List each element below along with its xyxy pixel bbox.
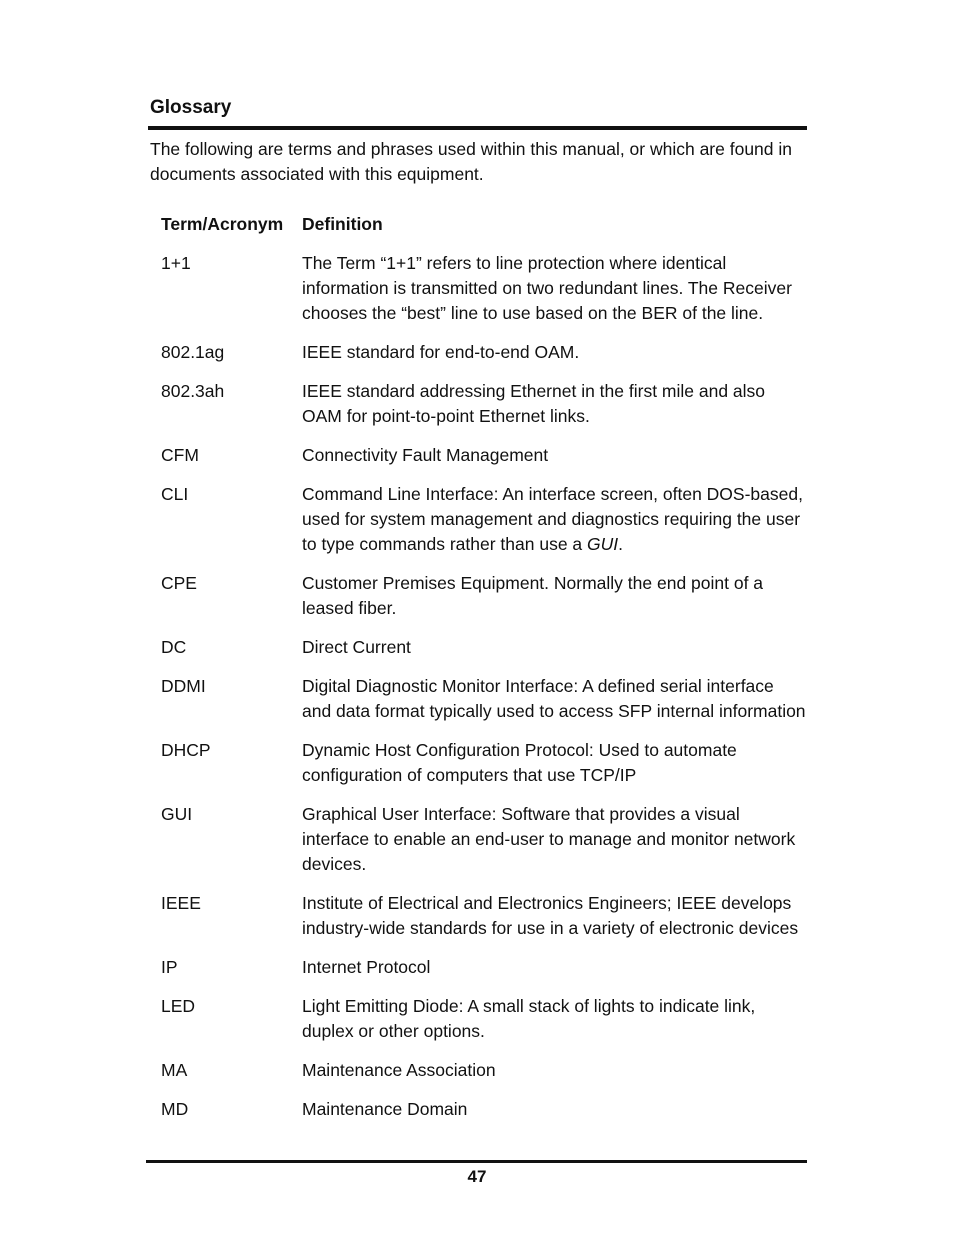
term-cell: LED <box>161 996 196 1016</box>
definition-cell: Digital Diagnostic Monitor Interface: A defined serial interface and data format typically used to access SFP internal information <box>302 676 806 721</box>
table-row <box>161 802 806 877</box>
table-row <box>161 482 806 557</box>
definition-cell: The Term “1+1” refers to line protection where identical information is transmitted on two redundant lines. The Receiver chooses the “best” line to use based on the BER of the line. <box>302 253 792 323</box>
table-row <box>161 891 806 941</box>
definition-cell: IEEE standard for end-to-end OAM. <box>302 342 580 362</box>
term-cell: CLI <box>161 484 189 504</box>
term-cell: 802.3ah <box>161 381 225 401</box>
term-cell: 1+1 <box>161 253 191 273</box>
definition-text-end: . <box>618 534 624 554</box>
definition-cell: Connectivity Fault Management <box>302 445 549 465</box>
definition-cell: Maintenance Domain <box>302 1099 468 1119</box>
table-row <box>161 635 806 660</box>
table-row <box>161 955 806 980</box>
table-row <box>161 340 806 365</box>
definition-cell: Light Emitting Diode: A small stack of lights to indicate link, duplex or other options. <box>302 996 756 1041</box>
term-cell: MD <box>161 1099 189 1119</box>
definition-cell: Internet Protocol <box>302 957 431 977</box>
term-cell: GUI <box>161 804 193 824</box>
definition-cell <box>302 482 806 557</box>
term-cell: IEEE <box>161 893 201 913</box>
table-row <box>161 571 806 621</box>
term-cell: CFM <box>161 445 199 465</box>
footer-rule <box>146 1160 807 1163</box>
term-cell: IP <box>161 957 178 977</box>
definition-cell: Direct Current <box>302 637 411 657</box>
definition-cell: Maintenance Association <box>302 1060 496 1080</box>
term-cell: DDMI <box>161 676 206 696</box>
table-row <box>161 674 806 724</box>
term-cell: DHCP <box>161 740 211 760</box>
definition-cell: Institute of Electrical and Electronics Engineers; IEEE develops industry-wide standards for use in a variety of electronic devices <box>302 893 799 938</box>
table-row <box>161 1097 806 1122</box>
table-row <box>161 738 806 788</box>
definition-emphasis: GUI <box>587 534 619 554</box>
definition-text: Command Line Interface: An interface screen, often DOS-based, used for system management and diagnostics requiring the user to type commands rather than use a <box>302 484 803 554</box>
definition-cell: IEEE standard addressing Ethernet in the first mile and also OAM for point-to-point Ethernet links. <box>302 381 766 426</box>
term-cell: MA <box>161 1060 188 1080</box>
column-header-definition: Definition <box>302 214 383 234</box>
heading-rule <box>148 126 807 130</box>
table-row <box>161 251 806 326</box>
intro-paragraph: The following are terms and phrases used within this manual, or which are found in documents associated with this equipment. <box>150 139 793 184</box>
definition-cell: Dynamic Host Configuration Protocol: Used to automate configuration of computers that use TCP/IP <box>302 740 737 785</box>
definition-cell: Graphical User Interface: Software that provides a visual interface to enable an end-user to manage and monitor network devices. <box>302 804 796 874</box>
page-number: 47 <box>467 1167 487 1186</box>
column-header-term: Term/Acronym <box>161 214 284 234</box>
table-header-row <box>161 212 806 237</box>
table-row <box>161 443 806 468</box>
glossary-table <box>161 212 806 1136</box>
definition-cell: Customer Premises Equipment. Normally the end point of a leased fiber. <box>302 573 764 618</box>
term-cell: CPE <box>161 573 197 593</box>
term-cell: 802.1ag <box>161 342 225 362</box>
term-cell: DC <box>161 637 187 657</box>
table-row <box>161 1058 806 1083</box>
page-heading: Glossary <box>150 97 232 118</box>
table-row <box>161 994 806 1044</box>
table-row <box>161 379 806 429</box>
